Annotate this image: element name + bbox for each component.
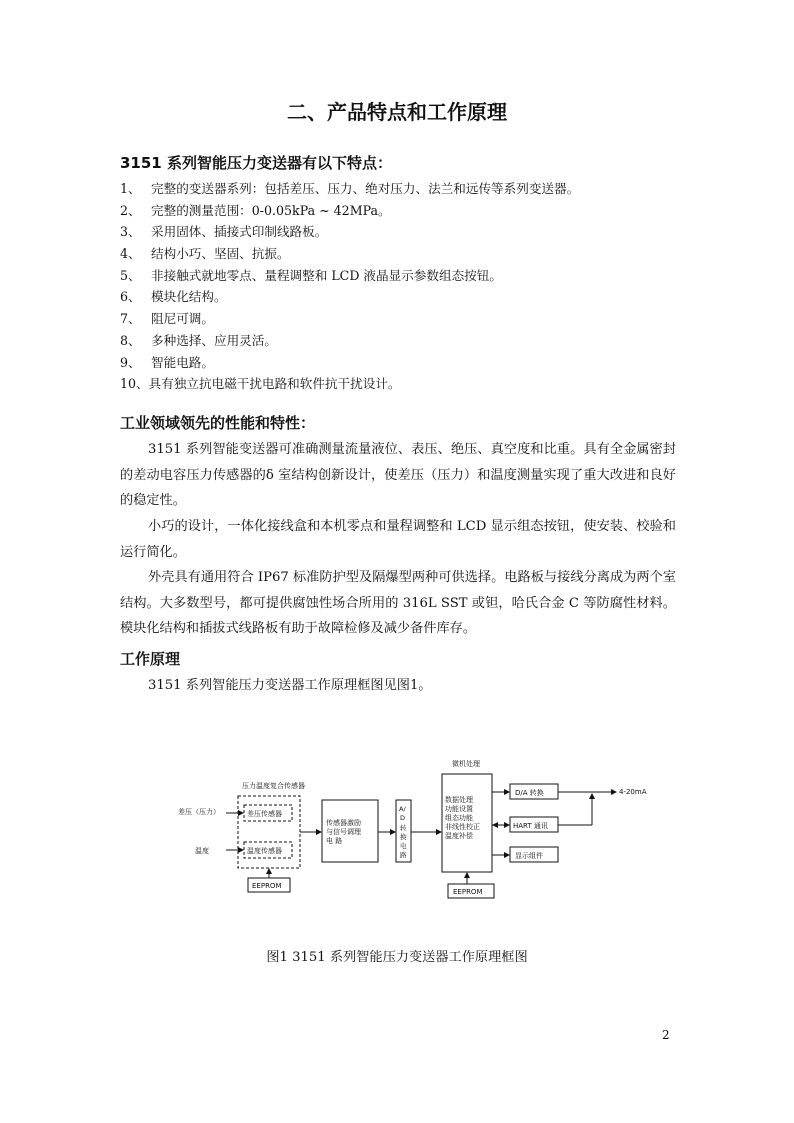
principle-intro: 3151 系列智能压力变送器工作原理框图见图1。 bbox=[148, 678, 432, 693]
feature-text: 具有独立抗电磁干扰电路和软件抗干扰设计。 bbox=[148, 376, 401, 392]
hart-label: HART 通讯 bbox=[513, 822, 548, 830]
feature-item bbox=[120, 221, 579, 243]
block-diagram bbox=[160, 750, 660, 910]
mcu-label: 微机处理 bbox=[452, 760, 480, 768]
feature-number: 7、 bbox=[120, 311, 141, 327]
features-heading: 3151 系列智能压力变送器有以下特点： bbox=[120, 154, 392, 172]
performance-paragraph-1: 3151 系列智能变送器可准确测量流量液位、表压、绝压、真空度和比重。具有全金属密封的差动电容压力传感器的δ 室结构创新设计，使差压（压力）和温度测量实现了重大改进和良好的稳定性。 bbox=[120, 442, 676, 508]
feature-item bbox=[120, 265, 579, 287]
feature-number: 3、 bbox=[120, 224, 141, 240]
feature-number: 10、 bbox=[120, 376, 149, 392]
output-label: 4-20mA bbox=[619, 788, 647, 796]
feature-text: 结构小巧、坚固、抗振。 bbox=[151, 246, 290, 262]
feature-item bbox=[120, 243, 579, 265]
ad-line-5: 电 bbox=[400, 842, 407, 850]
ad-line-4: 换 bbox=[400, 833, 407, 841]
feature-number: 1、 bbox=[120, 181, 141, 196]
figure-caption: 图1 3151 系列智能压力变送器工作原理框图 bbox=[266, 950, 528, 965]
feature-item bbox=[120, 352, 579, 374]
display-label: 显示组件 bbox=[515, 852, 543, 860]
feature-text: 模块化结构。 bbox=[151, 289, 227, 305]
composite-sensor-label: 压力温度复合传感器 bbox=[242, 782, 305, 790]
page-number: 2 bbox=[662, 1028, 670, 1042]
feature-text: 完整的变送器系列：包括差压、压力、绝对压力、法兰和远传等系列变送器。 bbox=[151, 181, 580, 196]
ad-line-2: D bbox=[400, 814, 406, 822]
dp-sensor-label: 差压传感器 bbox=[247, 810, 282, 818]
feature-text: 多种选择、应用灵活。 bbox=[151, 332, 277, 348]
feature-item bbox=[120, 330, 579, 352]
page-title: 二、产品特点和工作原理 bbox=[287, 100, 507, 124]
feature-item bbox=[120, 308, 579, 330]
excite-line-1: 传感器激励 bbox=[326, 819, 361, 827]
feature-text: 采用固体、插接式印制线路板。 bbox=[151, 224, 328, 240]
mcu-line-2: 功能设置 bbox=[445, 805, 473, 813]
eeprom2-label: EEPROM bbox=[453, 888, 483, 896]
feature-number: 4、 bbox=[120, 246, 141, 262]
feature-text: 完整的测量范围：0-0.05kPa ~ 42MPa。 bbox=[151, 202, 391, 218]
feature-text: 阻尼可调。 bbox=[151, 311, 214, 327]
principle-heading: 工作原理 bbox=[120, 650, 181, 668]
feature-item bbox=[120, 200, 579, 222]
temp-sensor-label: 温度传感器 bbox=[247, 847, 282, 855]
feature-text: 智能电路。 bbox=[151, 354, 214, 370]
excite-line-2: 与信号调理 bbox=[326, 828, 361, 836]
performance-paragraph-3: 外壳具有通用符合 IP67 标准防护型及隔爆型两种可供选择。电路板与接线分离成为两个室结构。大多数型号，都可提供腐蚀性场合所用的 316L SST 或钽，哈氏合金 C 等防腐性材料。模块化结构和插拔式线路板有助于故障检修及减少备件库存。 bbox=[120, 570, 676, 636]
composite-sensor-box bbox=[238, 796, 300, 868]
input-pressure-label: 差压（压力） bbox=[178, 808, 220, 816]
mcu-line-5: 温度补偿 bbox=[445, 832, 473, 840]
feature-number: 2、 bbox=[120, 202, 141, 218]
da-label: D/A 转换 bbox=[515, 789, 544, 797]
feature-item bbox=[120, 373, 579, 395]
feature-number: 5、 bbox=[120, 267, 141, 283]
mcu-line-3: 组态功能 bbox=[445, 814, 473, 822]
mcu-line-1: 数据处理 bbox=[445, 796, 473, 804]
performance-heading: 工业领域领先的性能和特性： bbox=[120, 414, 316, 432]
ad-line-6: 路 bbox=[400, 851, 407, 859]
feature-item bbox=[120, 178, 579, 200]
excite-line-3: 电 路 bbox=[326, 837, 343, 845]
mcu-line-4: 非线性校正 bbox=[445, 823, 480, 831]
ad-line-1: A/ bbox=[399, 805, 406, 813]
performance-paragraph-2: 小巧的设计，一体化接线盒和本机零点和量程调整和 LCD 显示组态按钮，使安装、校验和运行简化。 bbox=[120, 519, 676, 560]
feature-number: 8、 bbox=[120, 332, 141, 348]
feature-number: 6、 bbox=[120, 289, 141, 305]
feature-number: 9、 bbox=[120, 354, 141, 370]
eeprom1-label: EEPROM bbox=[252, 882, 282, 890]
input-temp-label: 温度 bbox=[195, 847, 209, 855]
feature-item bbox=[120, 286, 579, 308]
ad-line-3: 转 bbox=[400, 824, 407, 832]
feature-text: 非接触式就地零点、量程调整和 LCD 液晶显示参数组态按钮。 bbox=[151, 267, 502, 283]
feature-list bbox=[120, 178, 579, 395]
